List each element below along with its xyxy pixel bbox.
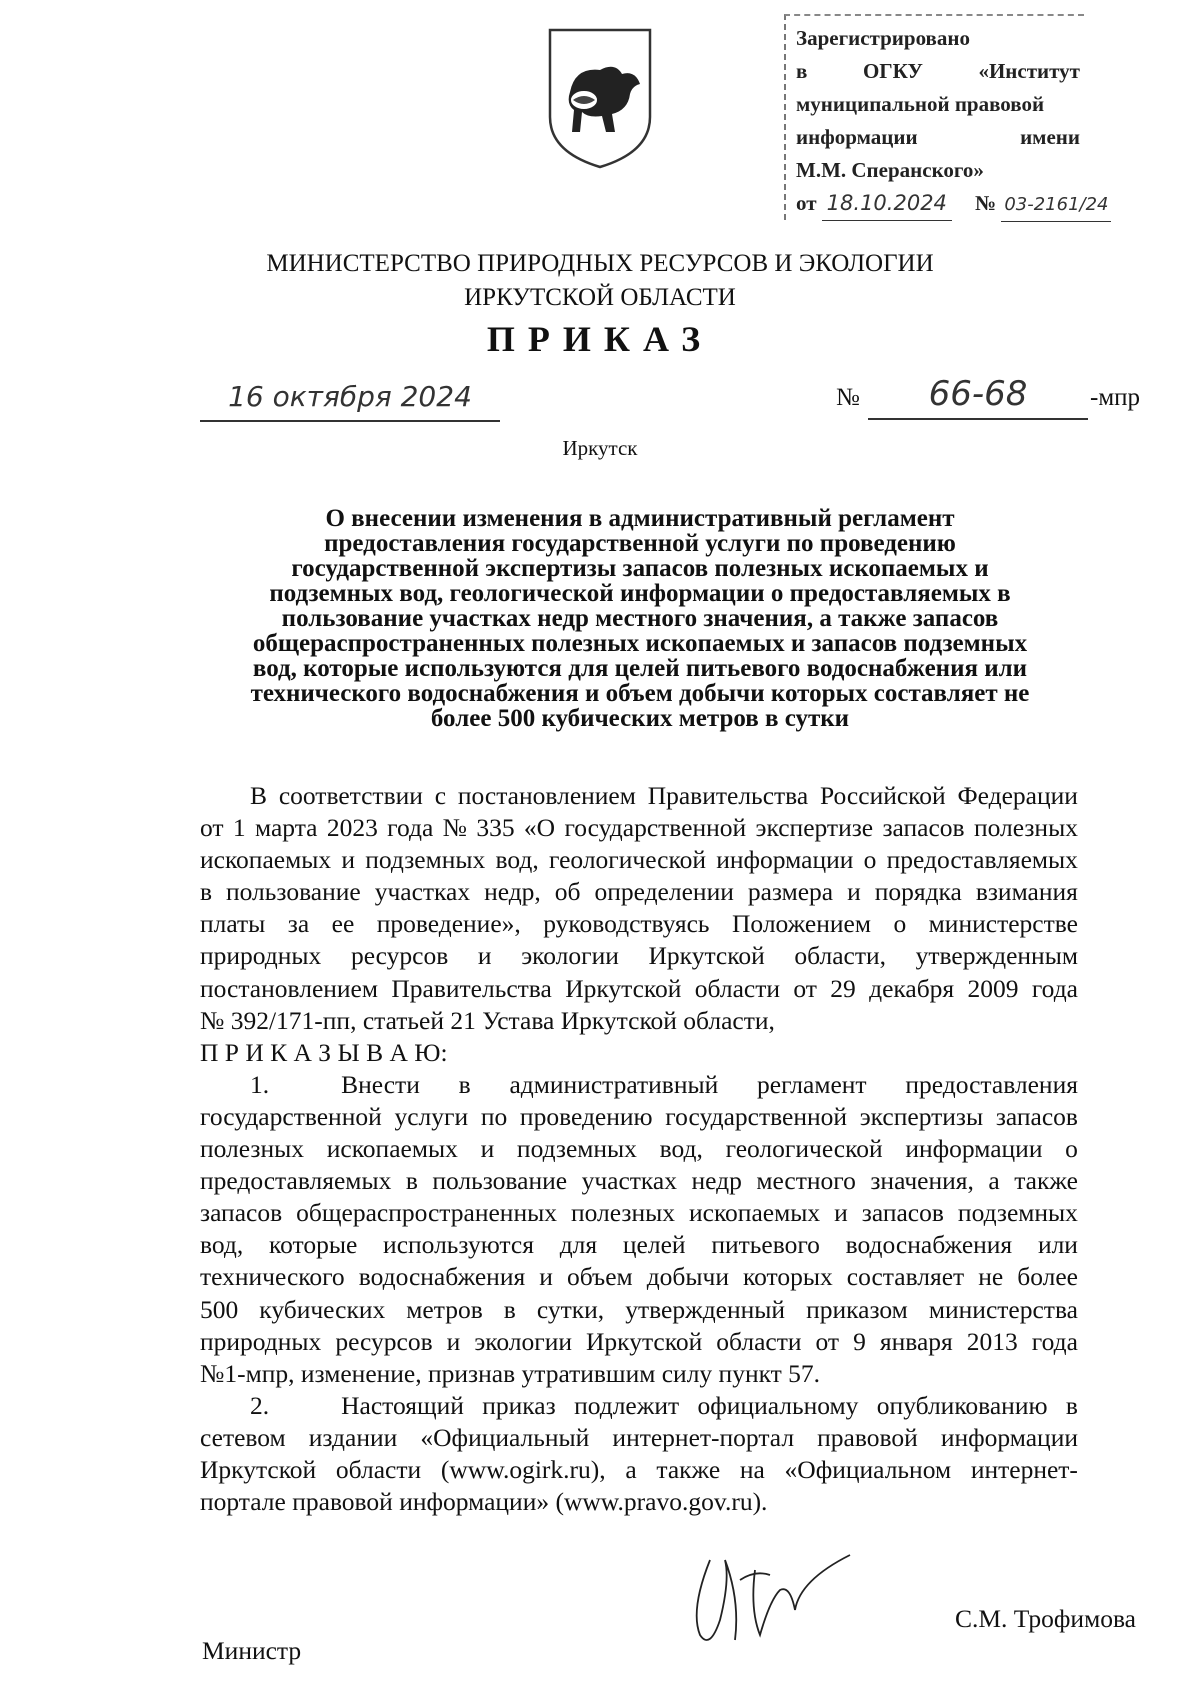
stamp-line	[796, 121, 1080, 154]
word: запасов	[995, 1101, 1078, 1131]
body-line	[200, 876, 1078, 908]
word: вод,	[200, 1230, 244, 1260]
word: 29	[830, 973, 856, 1003]
word: Правительства	[647, 781, 809, 810]
word: определении	[594, 877, 734, 907]
document-type: ПРИКАЗ	[486, 319, 714, 359]
word: официальному	[697, 1390, 859, 1420]
title-line: О внесении изменения в административный регламент	[325, 505, 955, 532]
body-line	[200, 1101, 1078, 1133]
signer-position: Министр	[202, 1636, 302, 1665]
clause-number: 2.	[250, 1390, 270, 1420]
word: 335	[476, 813, 515, 843]
word: интернет-портал	[612, 1422, 795, 1452]
title-line: более 500 кубических метров в сутки	[430, 705, 850, 732]
word: участках	[374, 877, 471, 907]
body-line	[200, 1326, 1078, 1358]
word: размера	[747, 877, 834, 907]
stamp-line: муниципальной правовой	[796, 92, 1045, 116]
word: вод,	[659, 1134, 703, 1164]
clause-number: 1.	[250, 1069, 270, 1099]
word: ее	[331, 909, 355, 939]
order-number-suffix: -мпр	[1090, 384, 1141, 411]
word: сутки,	[536, 1294, 605, 1324]
signer-name: С.М. Трофимова	[955, 1604, 1136, 1633]
stamp-reg-line	[796, 187, 1109, 220]
word: предоставляемых	[886, 845, 1078, 875]
word: государственной	[564, 813, 747, 843]
word: марта	[255, 813, 318, 843]
word: 1	[232, 813, 246, 843]
word: экологии	[474, 1326, 572, 1356]
word: ресурсов	[335, 1326, 433, 1356]
clause-text	[341, 1069, 1078, 1101]
word: и	[847, 877, 861, 907]
body-line: П Р И К А З Ы В А Ю:	[200, 1037, 448, 1067]
word: геологической	[548, 845, 706, 875]
word: В	[250, 781, 268, 810]
word: в	[405, 1166, 418, 1196]
word: водоснабжения	[358, 1262, 526, 1292]
word: а	[625, 1454, 637, 1484]
word: Настоящий	[341, 1390, 464, 1420]
body-line	[200, 908, 1078, 940]
word: в	[1065, 1390, 1078, 1420]
word: проведению	[519, 1101, 653, 1131]
word: общераспространенных	[296, 1198, 557, 1228]
body-line	[200, 1069, 1078, 1101]
order-title	[200, 506, 1080, 731]
word: недр,	[484, 877, 541, 907]
word: подземных	[957, 1198, 1078, 1228]
title-line: пользование участках недр местного значения, а также запасов	[281, 605, 999, 632]
title-line: вод, которые используются для целей питьевого водоснабжения или	[252, 655, 1028, 682]
stamp-number-label: №	[975, 191, 997, 215]
word: порядка	[874, 877, 962, 907]
stamp-line: М.М. Сперанского»	[796, 158, 984, 182]
word: 2023	[326, 813, 378, 843]
body-line	[200, 812, 1078, 844]
word: №	[442, 813, 467, 843]
ministry-name-line1: МИНИСТЕРСТВО ПРИРОДНЫХ РЕСУРСОВ И ЭКОЛОГИИ	[266, 250, 934, 277]
word: Иркутской	[565, 973, 682, 1003]
word: за	[287, 909, 310, 939]
word: по	[480, 1101, 508, 1131]
word: министерства	[928, 1294, 1078, 1324]
word: Российской	[820, 781, 946, 810]
stamp-date-value: 18.10.2024	[822, 187, 952, 221]
word: информации	[940, 1422, 1078, 1452]
word: области	[716, 1326, 802, 1356]
word: добычи	[646, 1262, 730, 1292]
title-line: подземных вод, геологической информации о предоставляемых в	[269, 580, 1011, 607]
word: метров	[406, 1294, 483, 1324]
word: составляет	[846, 1262, 965, 1292]
word: подземных	[365, 845, 486, 875]
word: объем	[566, 1262, 633, 1292]
body-line	[200, 780, 1078, 812]
word: и	[480, 1134, 495, 1164]
word: о	[893, 909, 907, 939]
word: участках	[581, 1166, 677, 1196]
word: значения,	[870, 1166, 974, 1196]
body-line	[200, 1229, 1078, 1261]
word: области	[335, 1454, 422, 1484]
body-line	[200, 1422, 1078, 1454]
word: используются	[383, 1230, 534, 1260]
registration-stamp	[784, 14, 1109, 220]
word: информации	[905, 1134, 1043, 1164]
city-name: Иркутск	[562, 436, 638, 460]
word: приказом	[806, 1294, 908, 1324]
word: экспертизы	[859, 1101, 984, 1131]
word: о	[1065, 1134, 1078, 1164]
word: услуги	[394, 1101, 469, 1131]
word: министерстве	[928, 909, 1078, 939]
word: и	[341, 845, 356, 875]
word: года	[1031, 1326, 1078, 1356]
word: ресурсов	[350, 941, 449, 971]
word: предоставления	[905, 1069, 1078, 1099]
word: декабря	[869, 973, 955, 1003]
word: геологической	[725, 1134, 883, 1164]
body-line	[200, 844, 1078, 876]
word: более	[1017, 1262, 1078, 1292]
order-number-label: №	[836, 384, 860, 411]
word: ископаемых	[326, 1134, 458, 1164]
body-line	[200, 1390, 1078, 1422]
ministry-name-line2: ИРКУТСКОЙ ОБЛАСТИ	[464, 284, 736, 311]
word: полезных	[200, 1134, 305, 1164]
word: и	[539, 1262, 553, 1292]
word: экологии	[521, 941, 619, 971]
body-line: №1-мпр, изменение, признав утратившим силу пункт 57.	[200, 1358, 821, 1388]
word: Правительства	[391, 973, 552, 1003]
word: в	[458, 1069, 471, 1099]
word: информации	[716, 845, 854, 875]
word: Иркутской	[648, 941, 765, 971]
word: и	[834, 1198, 848, 1228]
word: о	[863, 845, 877, 875]
word: (www.ogirk.ru),	[440, 1454, 606, 1484]
word: правовой	[817, 1422, 918, 1452]
word: ископаемых	[689, 1198, 821, 1228]
body-line	[200, 940, 1078, 972]
word: пользование	[226, 877, 361, 907]
word: года	[387, 813, 434, 843]
body-line	[200, 1261, 1078, 1293]
title-line: общераспространенных полезных ископаемых и запасов подземных	[252, 630, 1028, 657]
word: от	[815, 1326, 840, 1356]
word: «Официальном	[784, 1454, 952, 1484]
stamp-word: ОГКУ	[862, 59, 923, 83]
word: вод,	[495, 845, 539, 875]
word: водоснабжения	[845, 1230, 1013, 1260]
word: 9	[853, 1326, 866, 1356]
body-line	[200, 1454, 1078, 1486]
word: государственной	[665, 1101, 848, 1131]
word: экспертизе	[755, 813, 874, 843]
stamp-date-label: от	[796, 191, 817, 215]
word: от	[200, 813, 224, 843]
word: приказ	[482, 1390, 556, 1420]
word: «Официальный	[420, 1422, 590, 1452]
word: Иркутской	[586, 1326, 703, 1356]
handwritten-signature-icon	[680, 1540, 860, 1650]
word: руководствуясь	[543, 909, 710, 939]
stamp-word: информации	[796, 125, 918, 149]
clause-text	[341, 1390, 1078, 1422]
word: ископаемых	[200, 845, 332, 875]
word: недр	[691, 1166, 742, 1196]
word: об	[554, 877, 581, 907]
word: полезных	[973, 813, 1078, 843]
stamp-word: в	[796, 59, 808, 83]
word: а	[988, 1166, 1000, 1196]
word: которые	[269, 1230, 358, 1260]
irkutsk-coat-of-arms-icon	[540, 22, 660, 172]
word: природных	[200, 1326, 322, 1356]
stamp-word: «Институт	[978, 59, 1080, 83]
word: проведение»,	[376, 909, 521, 939]
stamp-word: имени	[1020, 125, 1080, 149]
word: которых	[743, 1262, 833, 1292]
body-line	[200, 1197, 1078, 1229]
word: 500	[200, 1294, 239, 1324]
word: также	[1014, 1166, 1078, 1196]
title-line: предоставления государственной услуги по проведению	[324, 530, 956, 557]
word: на	[739, 1454, 765, 1484]
word: запасов	[200, 1198, 283, 1228]
word: для	[559, 1230, 598, 1260]
word: Федерации	[957, 781, 1078, 810]
word: местного	[756, 1166, 856, 1196]
stamp-number-value: 03-2161/24	[1001, 188, 1111, 222]
word: 2009	[967, 973, 1019, 1003]
word: предоставляемых	[200, 1166, 392, 1196]
word: «О	[523, 813, 556, 843]
word: подлежит	[574, 1390, 680, 1420]
order-date-handwritten: 16 октября 2024	[200, 380, 500, 422]
body-line	[200, 973, 1078, 1005]
word: и	[477, 941, 492, 971]
word: с	[434, 781, 447, 810]
word: области	[694, 973, 780, 1003]
word: также	[656, 1454, 721, 1484]
word: интернет-	[970, 1454, 1078, 1484]
word: соответствии	[278, 781, 423, 810]
word: опубликованию	[876, 1390, 1048, 1420]
title-line: государственной экспертизы запасов полезных ископаемых и	[291, 555, 989, 582]
word: издании	[308, 1422, 398, 1452]
order-body	[200, 780, 1078, 1518]
order-number-handwritten: 66-68	[868, 374, 1088, 420]
word: и	[446, 1326, 461, 1356]
word: Положением	[731, 909, 872, 939]
word: целей	[622, 1230, 686, 1260]
word: запасов	[861, 1198, 944, 1228]
word: от	[793, 973, 817, 1003]
word: в	[503, 1294, 516, 1324]
word: подземных	[516, 1134, 637, 1164]
word: запасов	[882, 813, 965, 843]
word: платы	[200, 909, 266, 939]
word: пользование	[432, 1166, 568, 1196]
word: не	[978, 1262, 1004, 1292]
word: сетевом	[200, 1422, 286, 1452]
word: административный	[509, 1069, 719, 1099]
body-line	[200, 1133, 1078, 1165]
word: 2013	[966, 1326, 1018, 1356]
word: государственной	[200, 1101, 382, 1131]
word: полезных	[570, 1198, 675, 1228]
word: питьевого	[711, 1230, 820, 1260]
word: природных	[200, 941, 322, 971]
word: взимания	[975, 877, 1078, 907]
word: или	[1037, 1230, 1078, 1260]
word: постановлением	[457, 781, 636, 810]
word: января	[879, 1326, 953, 1356]
word: Иркутской	[200, 1454, 317, 1484]
word: кубических	[259, 1294, 386, 1324]
word: области,	[794, 941, 886, 971]
word: регламент	[757, 1069, 867, 1099]
word: постановлением	[200, 973, 379, 1003]
body-line	[200, 1294, 1078, 1326]
word: в	[200, 877, 213, 907]
title-line: технического водоснабжения и объем добычи которых составляет не	[250, 680, 1030, 707]
body-line	[200, 1165, 1078, 1197]
word: утвержденным	[915, 941, 1078, 971]
word: технического	[200, 1262, 345, 1292]
word: утвержденный	[625, 1294, 786, 1324]
stamp-line: Зарегистрировано	[796, 26, 970, 50]
word: Внести	[341, 1069, 420, 1099]
stamp-line	[796, 55, 1080, 88]
body-line: № 392/171-пп, статьей 21 Устава Иркутской области,	[200, 1005, 775, 1035]
body-line: портале правовой информации» (www.pravo.gov.ru).	[200, 1487, 768, 1517]
word: года	[1031, 973, 1078, 1003]
